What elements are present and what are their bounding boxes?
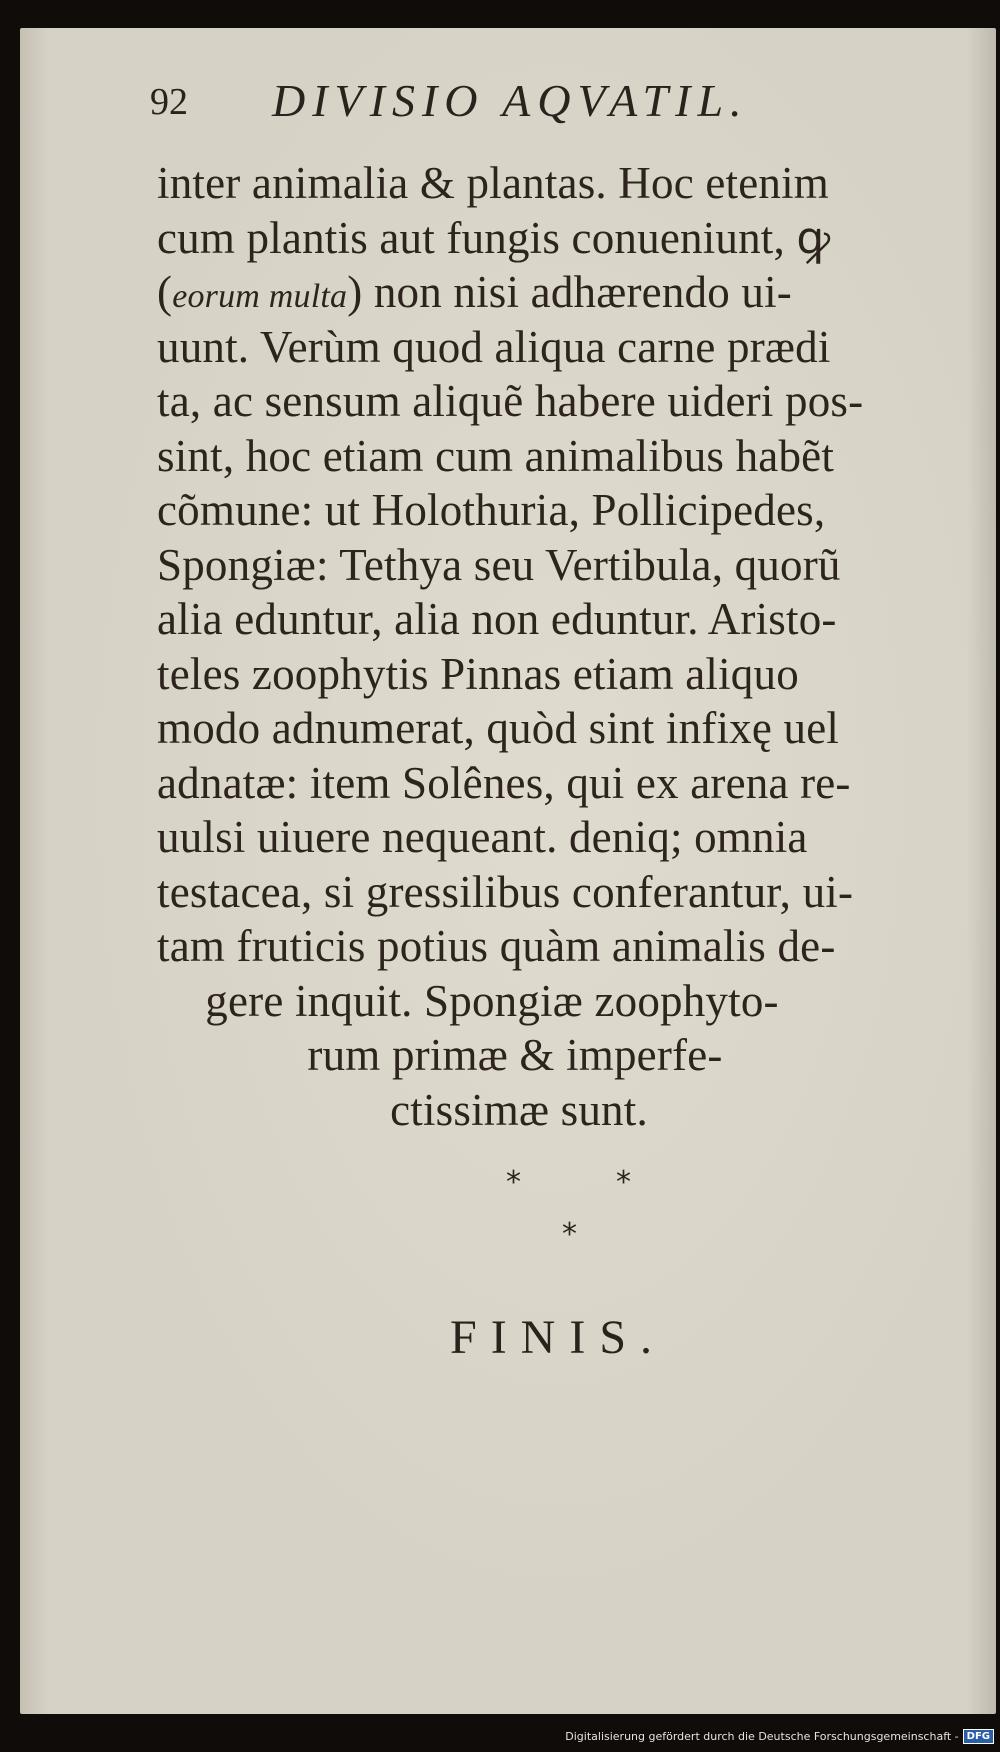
text-line: adnatæ: item Solênes, qui ex arena re- (157, 757, 851, 808)
text-line: modo adnumerat, quòd sint infixę uel (157, 703, 840, 753)
text-line: ta, ac sensum aliquẽ habere uideri pos- (157, 376, 864, 426)
text-line: testacea, si gressilibus conferantur, ui- (157, 866, 854, 917)
page-number: 92 (150, 81, 188, 123)
text-line: teles zoophytis Pinnas etiam aliquo (157, 648, 799, 699)
text-line: inter animalia & plantas. Hoc etenim (157, 158, 829, 208)
text-line: gere inquit. Spongiæ zoophyto- (205, 975, 779, 1026)
footer-credit: Digitalisierung gefördert durch die Deutsche Forschungsgemeinschaft - (565, 1729, 959, 1743)
text-line: cõmune: ut Holothuria, Pollicipedes, (157, 485, 826, 535)
text-line: alia eduntur, alia non eduntur. Aristo- (157, 594, 837, 644)
text-line: Spongiæ: Tethya seu Vertibula, quorũ (157, 539, 841, 590)
digitization-footer (565, 1726, 994, 1746)
dfg-logo: DFG (963, 1729, 994, 1744)
page-header (150, 68, 890, 138)
text-fragment: ) non nisi adhærendo ui- (347, 267, 792, 317)
text-line: cum plantis aut fungis conueniunt, ꝙ (157, 212, 831, 263)
text-line: uulsi uiuere nequeant. deniq; omnia (157, 812, 808, 862)
text-line: sint, hoc etiam cum animalibus habẽt (157, 430, 835, 481)
finis-label: FINIS. (450, 1311, 667, 1364)
body-text (157, 156, 957, 1137)
asterism-ornament (470, 1160, 670, 1270)
text-line: ctissimæ sunt. (390, 1084, 648, 1135)
text-fragment: ( (157, 267, 173, 317)
running-head: DIVISIO AQVATIL. (272, 75, 749, 126)
asterisk-glyph: * (616, 1165, 631, 1200)
text-line (157, 265, 957, 320)
asterisk-glyph: * (562, 1217, 577, 1252)
text-line: tam fruticis potius quàm animalis de- (157, 921, 836, 971)
asterisk-glyph: * (506, 1165, 521, 1200)
text-line: rum primæ & imperfe- (307, 1030, 723, 1080)
italic-phrase: eorum multa (172, 278, 348, 315)
text-line: uunt. Verùm quod aliqua carne prædi (157, 321, 831, 372)
